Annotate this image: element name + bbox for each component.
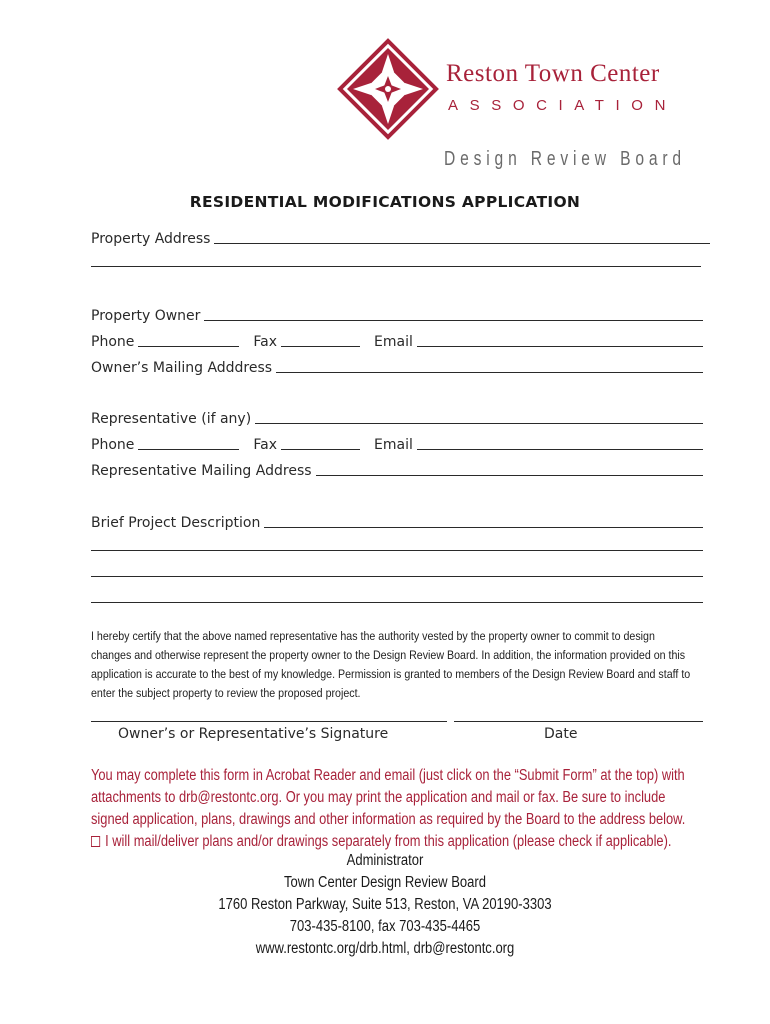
project-description-row xyxy=(91,511,703,531)
reston-town-center-logo xyxy=(333,34,443,144)
rep-fax-field[interactable] xyxy=(281,449,360,450)
notice-text: You may complete this form in Acrobat Reader and email (just click on the “Submit Form” at the top) with attachments to drb@restontc.org. Or you may print the application and mail or fax. Be sure to include signed application, plans, drawings and other information as required by the Board to the address below. xyxy=(91,767,686,828)
representative-field[interactable] xyxy=(255,423,703,424)
signature-field[interactable] xyxy=(91,721,447,722)
representative-label: Representative (if any) xyxy=(91,411,252,427)
owner-contact-row xyxy=(91,330,703,350)
date-caption: Date xyxy=(544,726,578,742)
owner-mailing-row xyxy=(91,356,703,376)
property-owner-label: Property Owner xyxy=(91,308,201,324)
owner-mailing-field[interactable] xyxy=(276,372,703,373)
property-address-label: Property Address xyxy=(91,231,211,247)
rep-mailing-label: Representative Mailing Address xyxy=(91,463,312,479)
rep-mailing-field[interactable] xyxy=(316,475,703,476)
brand-name: Reston Town Center xyxy=(446,60,660,87)
owner-fax-field[interactable] xyxy=(281,346,360,347)
project-description-field[interactable] xyxy=(264,527,703,528)
date-field[interactable] xyxy=(454,721,703,722)
representative-row xyxy=(91,407,703,427)
rep-email-field[interactable] xyxy=(417,449,703,450)
rep-email-label: Email xyxy=(374,437,413,453)
property-address-field[interactable] xyxy=(214,243,710,244)
address-line-3: 1760 Reston Parkway, Suite 513, Reston, VA 20190-3303 xyxy=(218,896,552,913)
brand-subtitle: ASSOCIATION xyxy=(448,97,678,114)
owner-email-field[interactable] xyxy=(417,346,703,347)
owner-fax-label: Fax xyxy=(253,334,278,350)
rep-phone-field[interactable] xyxy=(138,449,239,450)
board-name: Design Review Board xyxy=(444,148,686,170)
signature-caption: Owner’s or Representative’s Signature xyxy=(118,726,389,742)
address-line-5: www.restontc.org/drb.html, drb@restontc.org xyxy=(255,940,515,957)
project-description-line-2[interactable] xyxy=(91,550,703,551)
project-description-label: Brief Project Description xyxy=(91,515,261,531)
address-line-4: 703-435-8100, fax 703-435-4465 xyxy=(289,918,481,935)
owner-mailing-label: Owner’s Mailing Adddress xyxy=(91,360,273,376)
address-line-1: Administrator xyxy=(346,852,424,869)
project-description-line-3[interactable] xyxy=(91,576,703,577)
rep-fax-label: Fax xyxy=(253,437,278,453)
rep-phone-label: Phone xyxy=(91,437,135,453)
rep-mailing-row xyxy=(91,459,703,479)
property-address-row xyxy=(91,227,710,247)
owner-phone-field[interactable] xyxy=(138,346,239,347)
property-owner-row xyxy=(91,304,703,324)
property-owner-field[interactable] xyxy=(204,320,703,321)
address-line-2: Town Center Design Review Board xyxy=(284,874,486,891)
mail-plans-label: I will mail/deliver plans and/or drawings separately from this application (please check if applicable). xyxy=(105,833,672,850)
mail-plans-checkbox[interactable] xyxy=(91,836,100,847)
project-description-line-4[interactable] xyxy=(91,602,703,603)
submission-notice xyxy=(91,765,689,853)
property-address-line-2[interactable] xyxy=(91,266,701,267)
owner-phone-label: Phone xyxy=(91,334,135,350)
certification-text: I hereby certify that the above named representative has the authority vested by the property owner to commit to design changes and otherwise represent the property owner to the Design Review Board. In addition, the information provided on this application is accurate to the best of my knowledge. Permission is granted to members of the Design Review Board and staff to enter the subject property to review the proposed project. xyxy=(91,629,691,700)
mail-plans-option xyxy=(91,831,689,853)
owner-email-label: Email xyxy=(374,334,413,350)
form-title: RESIDENTIAL MODIFICATIONS APPLICATION xyxy=(189,193,581,211)
rep-contact-row xyxy=(91,433,703,453)
